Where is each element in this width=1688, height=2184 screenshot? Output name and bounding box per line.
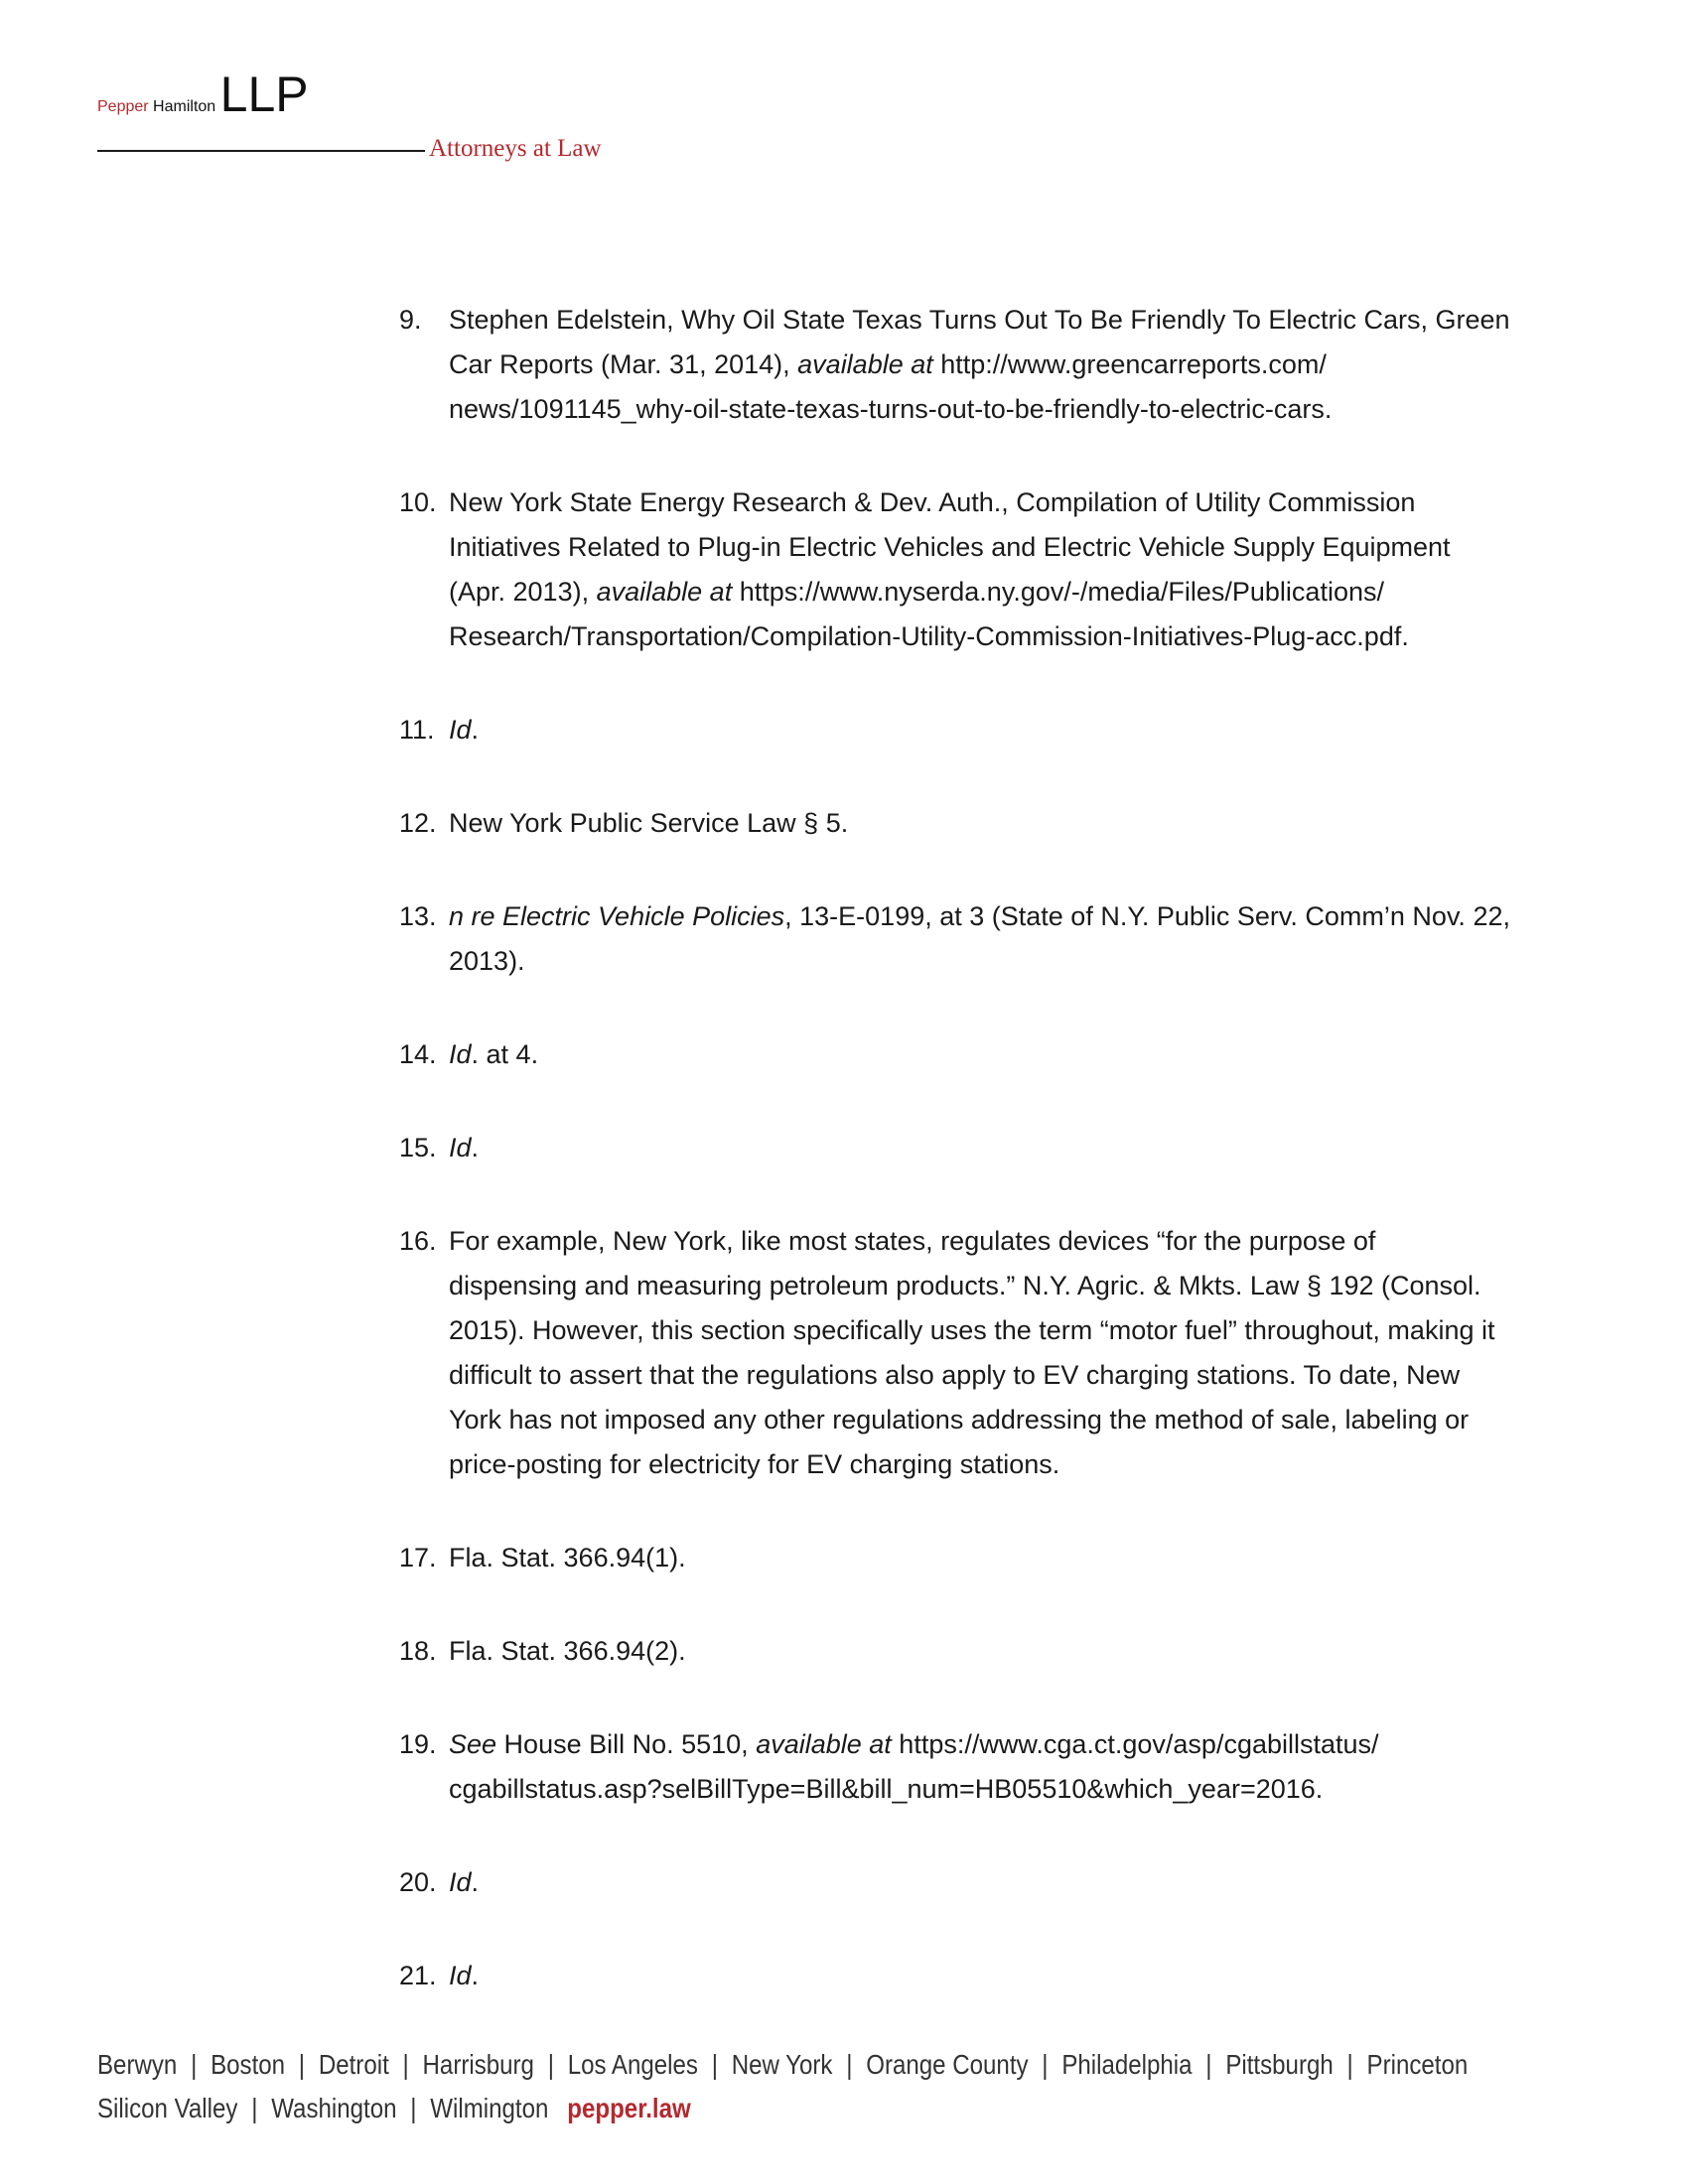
logo-tagline: Attorneys at Law	[429, 135, 602, 162]
endnote-text	[449, 1039, 538, 1069]
office-city: Pittsburgh	[1225, 2049, 1334, 2080]
endnote-italic-text: available at	[797, 349, 933, 379]
endnote-text	[449, 1226, 1494, 1479]
logo-pepper: Pepper	[97, 98, 149, 115]
endnote	[399, 1860, 1511, 1905]
endnote-italic-text: available at	[596, 577, 733, 607]
endnote-italic-text: Id	[449, 1961, 472, 1990]
endnote-text	[449, 1961, 479, 1990]
endnote-number: 16.	[399, 1226, 437, 1256]
letterhead	[0, 0, 1688, 199]
endnote-text-segment: .	[471, 1133, 480, 1162]
endnote-text-segment: Fla. Stat. 366.94(1).	[449, 1543, 686, 1572]
footer-separator: |	[1042, 2049, 1049, 2080]
endnote-text-segment: Fla. Stat. 366.94(2).	[449, 1636, 686, 1666]
office-city: Princeton	[1366, 2049, 1469, 2080]
endnotes-list	[399, 298, 1511, 2047]
endnote-text-segment: http://www.greencarreports.com/ news/1091145_why-oil-state-texas-turns-out-to-be-friendly-to-electric-cars.	[449, 349, 1333, 424]
endnote	[399, 1536, 1511, 1580]
endnote-number: 13.	[399, 901, 437, 931]
office-city: Harrisburg	[422, 2049, 534, 2080]
office-city: Los Angeles	[567, 2049, 698, 2080]
office-city: Boston	[211, 2049, 286, 2080]
office-city: Berwyn	[97, 2049, 178, 2080]
endnote-number: 14.	[399, 1039, 437, 1069]
endnote-text	[449, 715, 479, 745]
office-locations-line-2	[97, 2087, 1412, 2130]
footer-separator: |	[547, 2049, 554, 2080]
endnote	[399, 1032, 1511, 1077]
endnote-text-segment: , 13-E-0199, at 3 (State of N.Y. Public Serv. Comm’n Nov. 22, 2013).	[449, 901, 1510, 976]
endnote-text-segment: New York State Energy Research & Dev. Auth., Compilation of Utility Commission Initiatives Related to Plug-in Electric Vehicles and Electric Vehicle Supply Equipment (Apr. 2013),	[449, 487, 1451, 607]
endnote-number: 9.	[399, 305, 422, 335]
office-locations-line-1	[97, 2043, 1469, 2087]
endnote-text	[449, 305, 1510, 424]
endnote-italic-text: Id	[449, 1039, 472, 1069]
endnote-number: 15.	[399, 1133, 437, 1162]
footer-separator: |	[251, 2093, 258, 2123]
endnote	[399, 1219, 1511, 1487]
endnote-italic-text: n re Electric Vehicle Policies	[449, 901, 785, 931]
footer-separator: |	[1346, 2049, 1353, 2080]
office-city: Detroit	[318, 2049, 389, 2080]
office-city: Wilmington	[430, 2093, 549, 2123]
endnote-number: 20.	[399, 1867, 437, 1897]
endnote	[399, 1629, 1511, 1674]
endnote-italic-text: See	[449, 1729, 497, 1759]
footer-separator: |	[402, 2049, 409, 2080]
endnote-text	[449, 1543, 686, 1572]
endnote-text-segment: https://www.cga.ct.gov/asp/cgabillstatus/ cgabillstatus.asp?selBillType=Bill&bill_num=HB05510&which_year=2016.	[449, 1729, 1379, 1804]
office-city: New York	[731, 2049, 833, 2080]
endnote	[399, 1954, 1511, 1998]
website-link[interactable]: pepper.law	[567, 2093, 691, 2123]
endnote-number: 10.	[399, 487, 437, 517]
endnote-text-segment: . at 4.	[471, 1039, 539, 1069]
office-city: Philadelphia	[1061, 2049, 1193, 2080]
endnote-number: 21.	[399, 1961, 437, 1990]
endnote-number: 19.	[399, 1729, 437, 1759]
footer-separator: |	[298, 2049, 306, 2080]
endnote-text	[449, 487, 1451, 651]
endnote-number: 12.	[399, 808, 437, 838]
endnote-text-segment: Stephen Edelstein, Why Oil State Texas Turns Out To Be Friendly To Electric Cars, Green Car Reports (Mar. 31, 2014),	[449, 305, 1510, 379]
office-city: Silicon Valley	[97, 2093, 238, 2123]
endnote-text-segment: https://www.nyserda.ny.gov/-/media/Files/Publications/ Research/Transportation/Compilation-Utility-Commission-Initiatives-Plug-acc.pdf.	[449, 577, 1409, 651]
endnote	[399, 1126, 1511, 1170]
endnote-italic-text: Id	[449, 1133, 472, 1162]
endnote-number: 17.	[399, 1543, 437, 1572]
endnote	[399, 480, 1511, 659]
endnote-number: 11.	[399, 715, 435, 745]
footer-separator: |	[410, 2093, 417, 2123]
office-city: Washington	[271, 2093, 397, 2123]
logo-llp: LLP	[219, 67, 309, 122]
endnote-text-segment: House Bill No. 5510,	[496, 1729, 757, 1759]
endnote-text-segment: For example, New York, like most states, regulates devices “for the purpose of dispensing and measuring petroleum products.” N.Y. Agric. & Mkts. Law § 192 (Consol. 2015). However, this section specifically uses the term “motor fuel” throughout, making it difficult to assert that the regulations also apply to EV charging stations. To date, New York has not imposed any other regulations addressing the method of sale, labeling or price-posting for electricity for EV charging stations.	[449, 1226, 1495, 1479]
endnote-italic-text: available at	[756, 1729, 892, 1759]
endnote	[399, 708, 1511, 752]
endnote-text	[449, 1133, 479, 1162]
footer-separator: |	[711, 2049, 718, 2080]
endnote-number: 18.	[399, 1636, 437, 1666]
footer-separator: |	[191, 2049, 198, 2080]
endnote-text	[449, 808, 848, 838]
footer-separator: |	[1205, 2049, 1212, 2080]
endnote-text	[449, 1636, 686, 1666]
endnote-text-segment: .	[471, 715, 480, 745]
firm-logo	[97, 66, 309, 123]
endnote-text	[449, 1867, 479, 1897]
endnote	[399, 298, 1511, 432]
endnote-italic-text: Id	[449, 715, 472, 745]
endnote-italic-text: Id	[449, 1867, 472, 1897]
office-locations-footer	[97, 2043, 1626, 2130]
endnote	[399, 894, 1511, 984]
endnote-text	[449, 901, 1510, 976]
endnote-text	[449, 1729, 1379, 1804]
logo-hamilton: Hamilton	[153, 98, 216, 115]
endnote-text-segment: .	[471, 1867, 480, 1897]
logo-rule	[97, 150, 425, 152]
endnote	[399, 1722, 1511, 1812]
endnote-text-segment: .	[471, 1961, 480, 1990]
office-city: Orange County	[866, 2049, 1029, 2080]
endnote	[399, 801, 1511, 846]
footer-separator: |	[846, 2049, 853, 2080]
endnote-text-segment: New York Public Service Law § 5.	[449, 808, 849, 838]
